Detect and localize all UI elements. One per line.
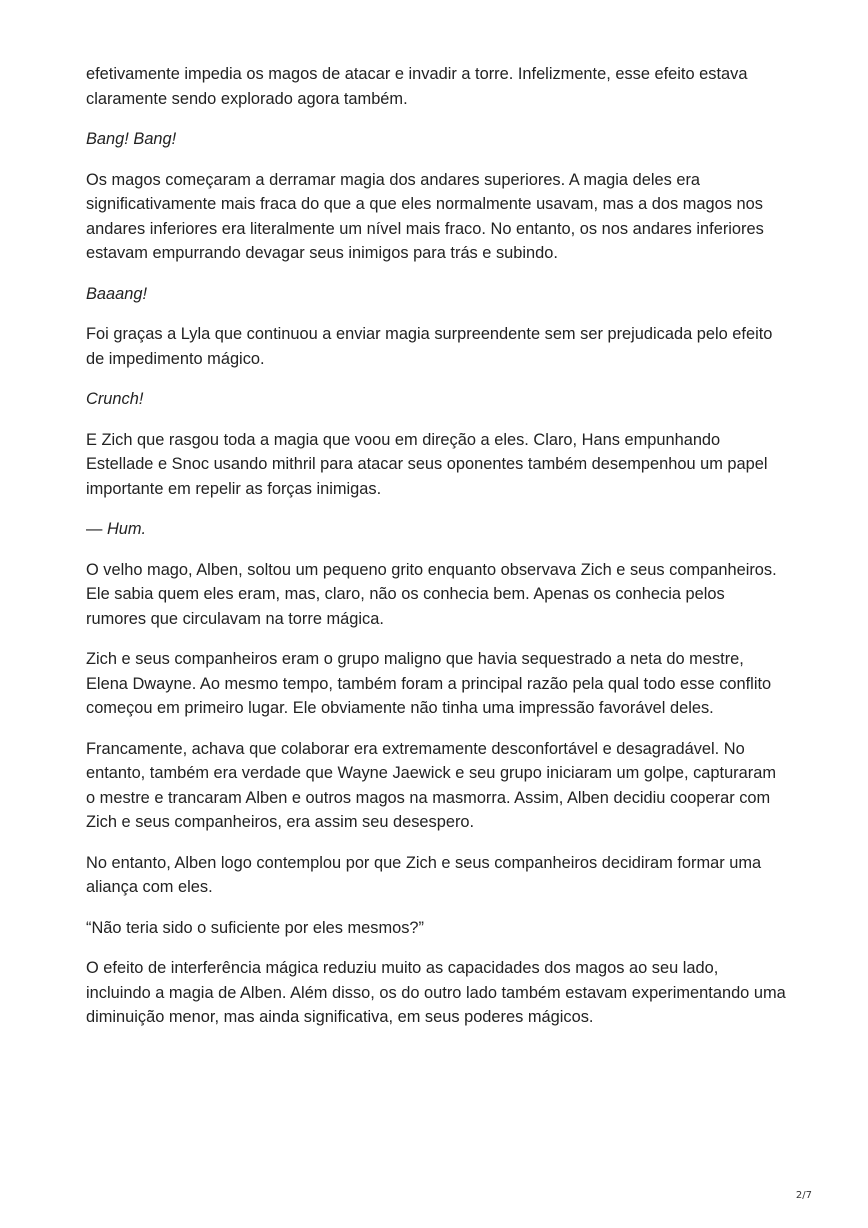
paragraph: O efeito de interferência mágica reduziu muito as capacidades dos magos ao seu lado, incluindo a magia de Alben. Além disso, os do outro lado também estavam experimentando uma diminuição menor, mas ainda significativa, em seus poderes mágicos. xyxy=(86,959,786,1026)
paragraph: Francamente, achava que colaborar era extremamente desconfortável e desagradável. No entanto, também era verdade que Wayne Jaewick e seu grupo iniciaram um golpe, capturaram o mestre e trancaram Alben e outros magos na masmorra. Assim, Alben decidiu cooperar com Zich e seus companheiros, era assim seu desespero. xyxy=(86,739,776,831)
paragraph: No entanto, Alben logo contemplou por que Zich e seus companheiros decidiram formar uma aliança com eles. xyxy=(86,853,762,896)
dialogue-word: Hum. xyxy=(106,520,147,538)
document-body xyxy=(86,62,786,1046)
dialogue-line xyxy=(86,517,786,542)
paragraph: Os magos começaram a derramar magia dos andares superiores. A magia deles era significativamente mais fraca do que a que eles normalmente usavam, mas a dos magos nos andares inferiores era literalmente um nível mais fraco. No entanto, os nos andares inferiores estavam empurrando devagar seus inimigos para trás e subindo. xyxy=(86,170,764,262)
paragraph: E Zich que rasgou toda a magia que voou em direção a eles. Claro, Hans empunhando Estellade e Snoc usando mithril para atacar seus oponentes também desempenhou um papel importante em repelir as forças inimigas. xyxy=(86,430,768,498)
paragraph: Foi graças a Lyla que continuou a enviar magia surpreendente sem ser prejudicada pelo efeito de impedimento mágico. xyxy=(86,325,773,368)
paragraph: Zich e seus companheiros eram o grupo maligno que havia sequestrado a neta do mestre, Elena Dwayne. Ao mesmo tempo, também foram a principal razão pela qual todo esse conflito começou em primeiro lugar. Ele obviamente não tinha uma impressão favorável deles. xyxy=(86,650,772,717)
paragraph: efetivamente impedia os magos de atacar e invadir a torre. Infelizmente, esse efeito estava claramente sendo explorado agora também. xyxy=(86,65,748,108)
page-number: 2/7 xyxy=(795,1190,812,1201)
quote-paragraph: “Não teria sido o suficiente por eles mesmos?” xyxy=(86,918,424,937)
sound-effect: Baaang! xyxy=(86,284,148,303)
dialogue-dash: — xyxy=(86,520,107,538)
sound-effect: Crunch! xyxy=(86,390,144,408)
paragraph: O velho mago, Alben, soltou um pequeno grito enquanto observava Zich e seus companheiros. Ele sabia quem eles eram, mas, claro, não os conhecia bem. Apenas os conhecia pelos rumores que circulavam na torre mágica. xyxy=(86,560,777,628)
sound-effect: Bang! Bang! xyxy=(86,130,177,148)
